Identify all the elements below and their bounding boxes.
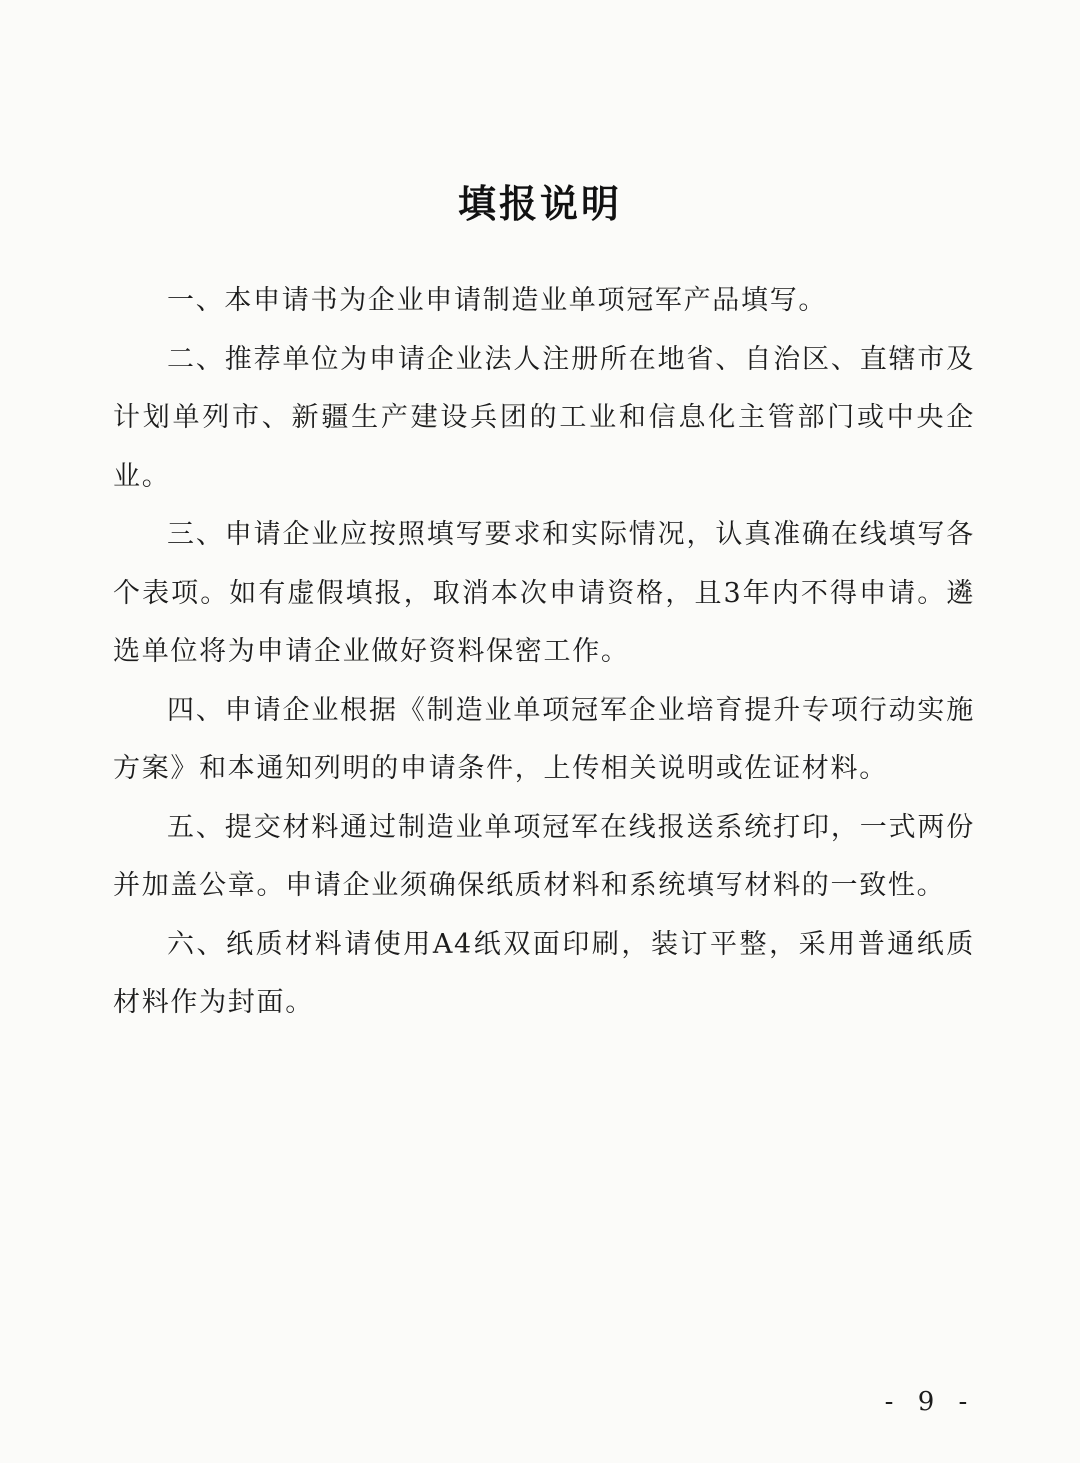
instruction-paragraph-3: 三、申请企业应按照填写要求和实际情况，认真准确在线填写各个表项。如有虚假填报，取消本次申请资格，且3年内不得申请。遴选单位将为申请企业做好资料保密工作。: [113, 519, 975, 667]
instructions-body: [113, 272, 975, 1033]
instruction-paragraph-6: 六、纸质材料请使用A4纸双面印刷，装订平整，采用普通纸质材料作为封面。: [113, 928, 975, 1018]
instruction-paragraph-1: 一、本申请书为企业申请制造业单项冠军产品填写。: [167, 285, 828, 316]
page-title: 填报说明: [457, 182, 622, 226]
instruction-paragraph-2: 二、推荐单位为申请企业法人注册所在地省、自治区、直辖市及计划单列市、新疆生产建设兵团的工业和信息化主管部门或中央企业。: [113, 343, 975, 492]
instruction-paragraph-4: 四、申请企业根据《制造业单项冠军企业培育提升专项行动实施方案》和本通知列明的申请条件，上传相关说明或佐证材料。: [113, 694, 975, 784]
instruction-paragraph-5: 五、提交材料通过制造业单项冠军在线报送系统打印，一式两份并加盖公章。申请企业须确保纸质材料和系统填写材料的一致性。: [113, 811, 975, 901]
page-number: - 9 -: [884, 1387, 976, 1417]
